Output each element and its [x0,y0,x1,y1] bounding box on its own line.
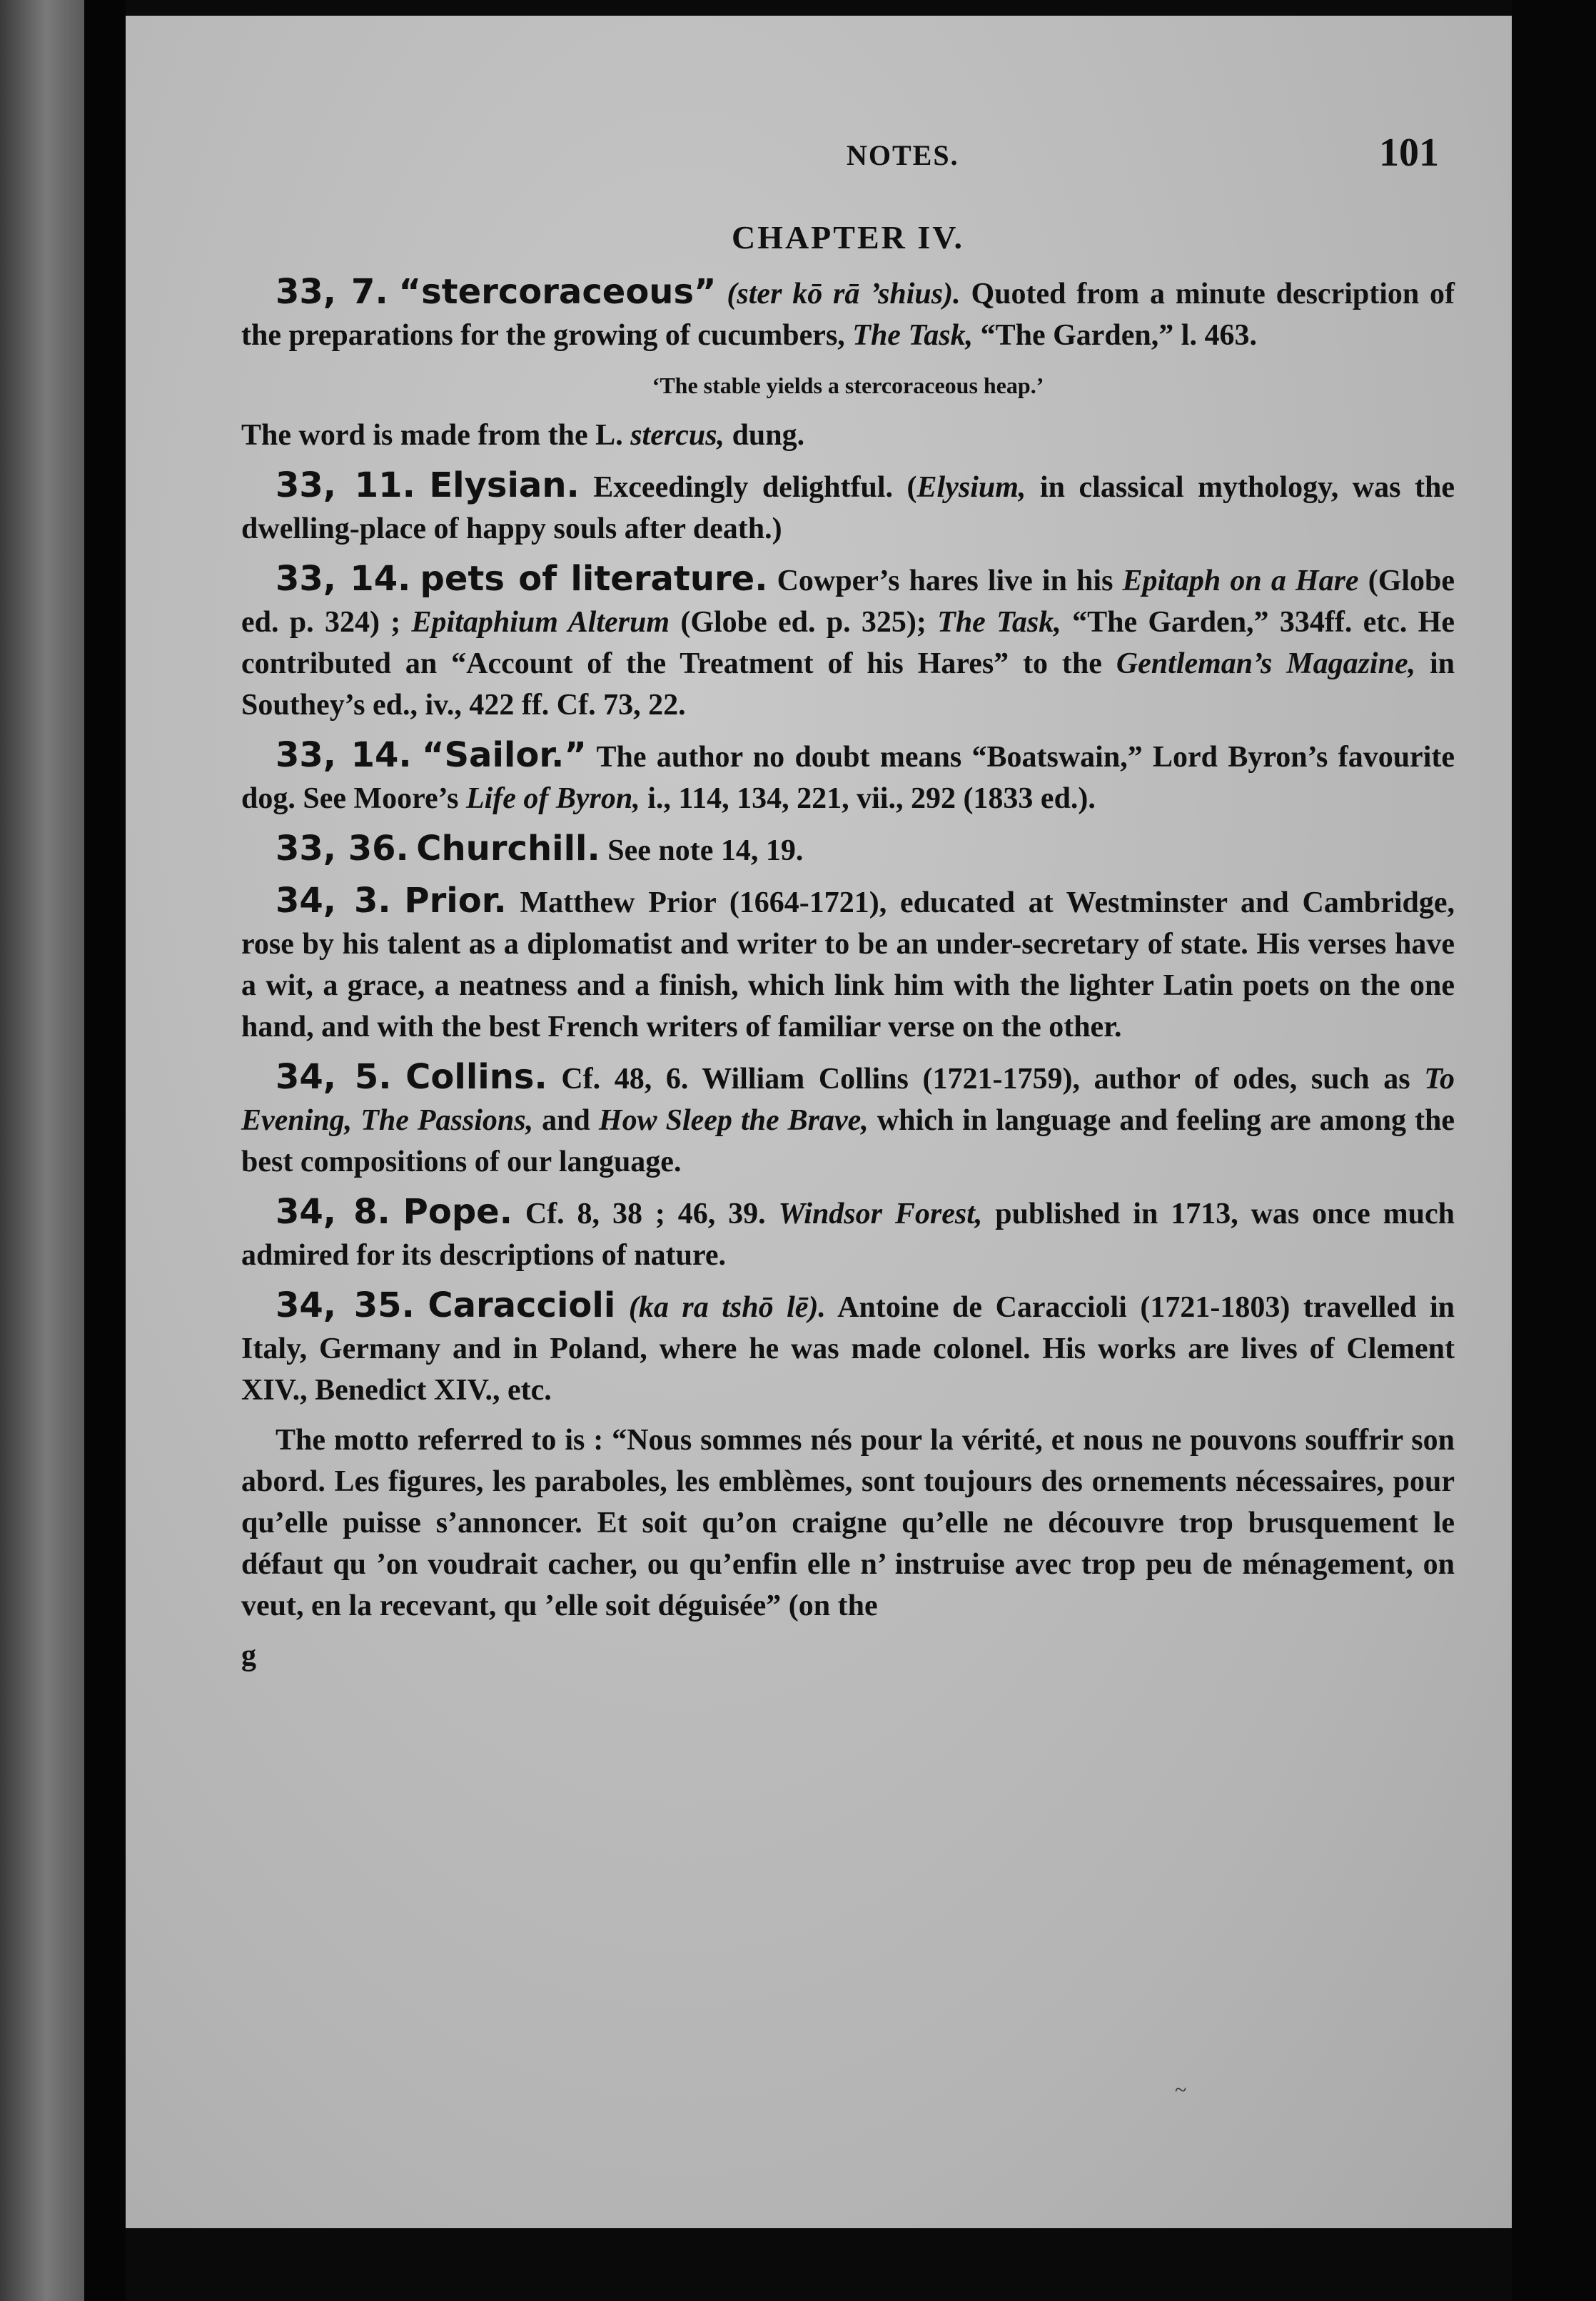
note-reference: 33, 14. [276,735,412,775]
note-text: “The Garden,” l. 463. [980,319,1257,352]
note-work-title: The Task, [852,319,974,352]
note-text: i., 114, 134, 221, vii., 292 (1833 ed.). [647,782,1096,815]
note-text: dung. [732,419,805,452]
note-continuation [241,415,1455,456]
note-text: (Globe ed. p. 324) ; [241,565,1455,639]
book-page [126,16,1512,2228]
note-text: and [542,1104,590,1137]
note-work-title: The Task, [937,606,1061,639]
book-gutter [84,0,126,2301]
note-33-11 [241,465,1455,550]
note-text: Cf. 8, 38 ; 46, 39. [525,1198,766,1230]
note-headword: “Sailor.” [421,735,587,775]
note-headword: pets of literature. [420,559,768,599]
note-33-14-pets [241,558,1455,726]
note-headword: Elysian. [429,465,580,505]
note-text: Antoine de Caraccioli (1721-1803) travelled in Italy, Germany and in Poland, where he was made colonel. His works are lives of Clement XIV., Benedict XIV., etc. [241,1291,1455,1407]
chapter-title: CHAPTER IV. [731,219,965,256]
note-text: in classical mythology, was the dwelling-place of happy souls after death.) [241,471,1455,545]
note-text: in Southey’s ed., iv., 422 ff. Cf. 73, 22. [241,647,1455,722]
note-34-5 [241,1056,1455,1183]
note-reference: 33, 36. [276,829,409,869]
note-headword: Caraccioli [428,1285,616,1325]
note-text: published in 1713, was once much admired for its descriptions of nature. [241,1198,1455,1272]
motto-paragraph [241,1420,1455,1627]
note-reference: 34, 35. [276,1285,415,1325]
note-text: Exceedingly delightful. ( [593,471,917,504]
note-work-title: Gentleman’s Magazine, [1116,647,1416,680]
note-headword: Churchill. [416,829,600,869]
note-work-title: Windsor Forest, [778,1198,983,1230]
left-page-edge [0,0,84,2301]
right-scan-edge [1512,0,1596,2301]
note-headword: Collins. [405,1057,547,1097]
note-work-title: To Evening, [241,1063,1455,1137]
note-reference: 33, 14. [276,559,411,599]
note-reference: 34, 8. [276,1192,390,1232]
note-pronunciation: (ster kō rā ’shius). [727,278,961,310]
note-text: Cowper’s hares live in his [777,565,1113,597]
note-reference: 33, 7. [276,272,388,312]
page-header [240,123,1439,180]
note-text: “The Garden,” 334ff. etc. He contributed an “Account of the Treatment of his Hares” to the [241,606,1455,680]
note-headword: Prior. [404,881,507,921]
note-work-title: Epitaphium Alterum [411,606,670,639]
note-text: The author no doubt means “Boatswain,” Lord Byron’s favourite dog. See Moore’s [241,741,1455,815]
page-content [241,217,1455,1677]
note-emphasis: Elysium, [916,471,1026,504]
signature-mark: g [241,1639,256,1672]
block-quote: ‘The stable yields a stercoraceous heap.’ [652,373,1044,398]
note-work-title: How Sleep the Brave, [598,1104,869,1137]
note-headword: “stercoraceous” [398,272,717,312]
note-reference: 33, 11. [276,465,415,505]
note-pronunciation: (ka ra tshō lē). [628,1291,826,1324]
note-work-title: Epitaph on a Hare [1122,565,1359,597]
note-headword: Pope. [403,1192,512,1232]
note-34-8 [241,1191,1455,1276]
note-text: (Globe ed. p. 325); [680,606,926,639]
running-head: NOTES. [847,139,959,171]
note-work-title: The Passions, [360,1104,534,1137]
note-text: See note 14, 19. [607,834,804,867]
note-text: The motto referred to is : “Nous sommes nés pour la vérité, et nous ne pouvons souffrir son abord. Les figures, les paraboles, les emblèmes, sont toujours des ornements nécessaires, pour qu’elle puisse s’annoncer. Et soit qu’on craigne qu’elle ne découvre trop brusquement le défaut qu ’on voudrait cacher, ou qu’enfin elle n’ instruise avec trop peu de ménagement, on veut, en la recevant, qu ’elle soit déguisée” (on the [241,1424,1455,1622]
latin-word: stercus, [630,419,725,452]
note-text: Matthew Prior (1664-1721), educated at Westminster and Cambridge, rose by his talent as a diplomatist and writer to be an under-secretary of state. His verses have a wit, a grace, a neatness and a finish, which link him with the lighter Latin poets on the one hand, and with the best French writers of familiar verse on the other. [241,886,1455,1043]
note-33-7 [241,271,1455,356]
note-reference: 34, 5. [276,1057,392,1097]
note-33-36 [241,828,1455,871]
note-reference: 34, 3. [276,881,391,921]
note-text: The word is made from the L. [241,419,623,452]
page-number: 101 [1379,131,1439,175]
note-33-14-sailor [241,734,1455,819]
note-text: which in language and feeling are among the best compositions of our language. [241,1104,1455,1178]
note-work-title: Life of Byron, [465,782,640,815]
note-text: Cf. 48, 6. William Collins (1721-1759), author of odes, such as [561,1063,1410,1096]
note-text: Quoted from a minute description of the preparations for the growing of cucumbers, [241,278,1455,352]
scan-smudge: ~ [1175,2078,1187,2102]
note-34-3 [241,880,1455,1048]
note-34-35 [241,1285,1455,1411]
